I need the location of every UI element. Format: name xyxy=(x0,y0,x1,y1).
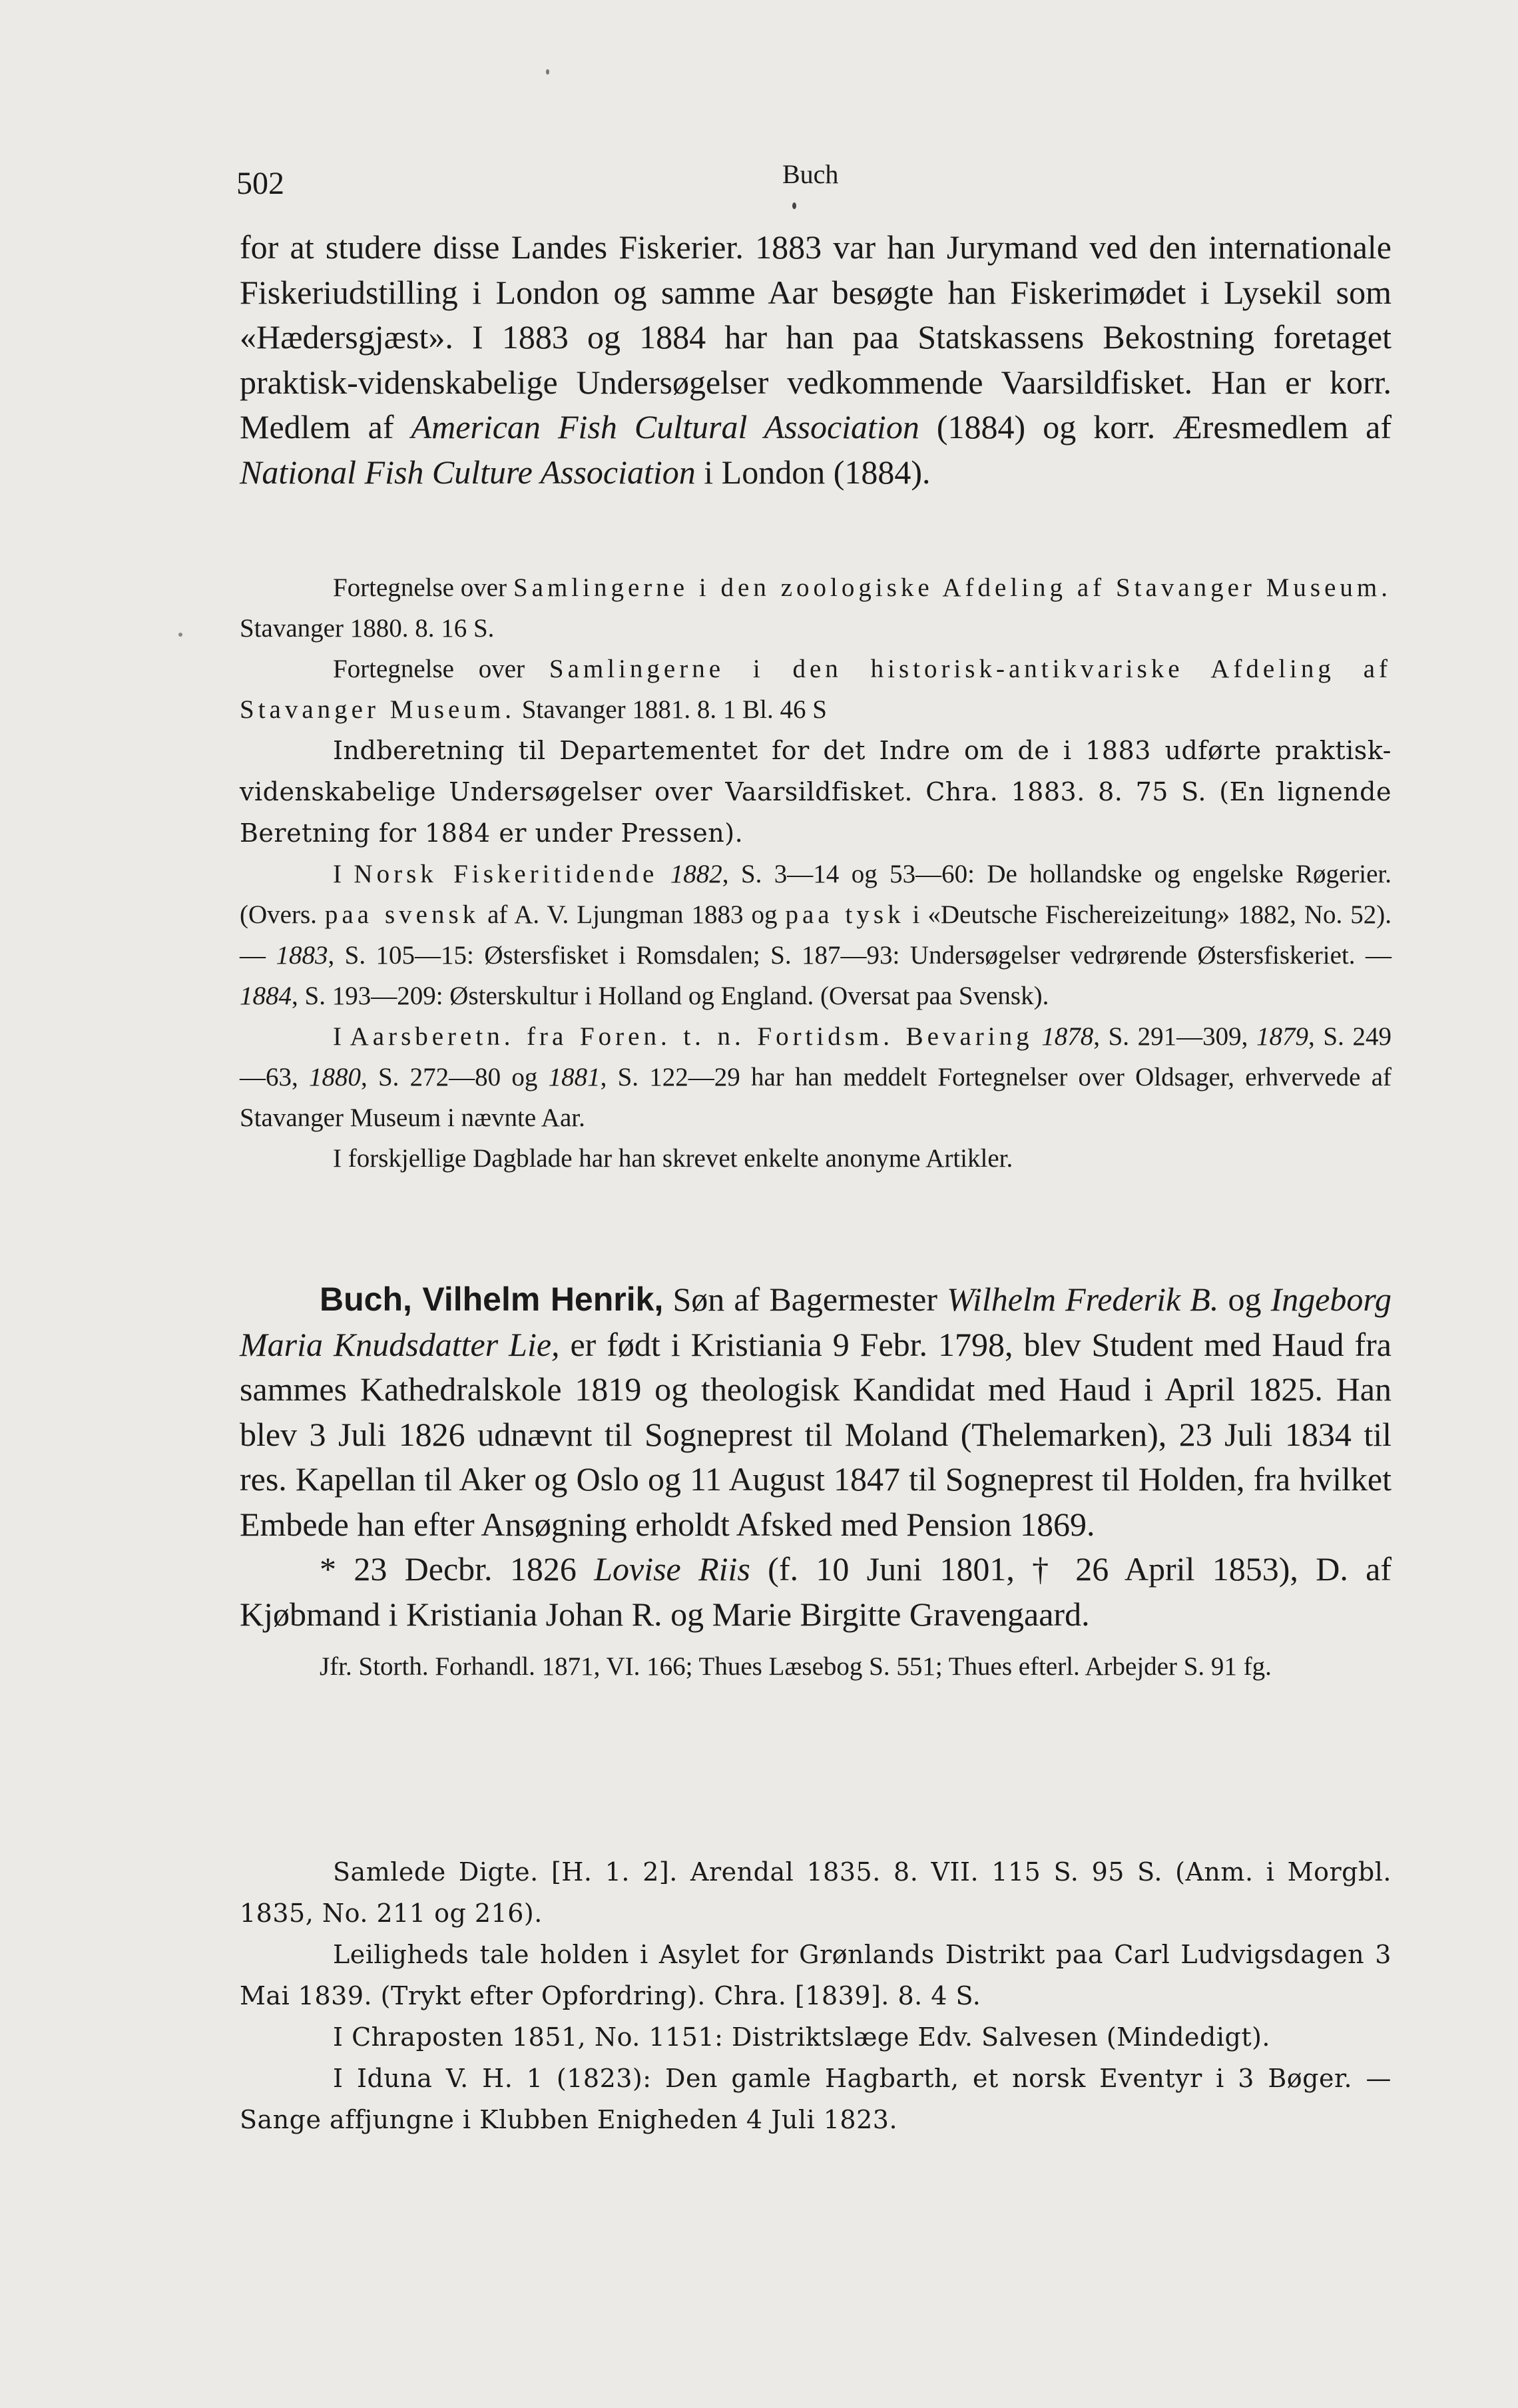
bib-entry: I Norsk Fiskeritidende 1882, S. 3—14 og 53—60: De hollandske og engelske Røgerier. (Overs. paa svensk af A. V. Ljungman 1883 og paa tysk i «Deutsche Fischereizeitung» 1882, No. 52). — 1883, S. 105—15: Østersfisket i Romsdalen; S. 187—93: Undersøgelser vedrørende Østersfiskeriet. — 1884, S. 193—209: Østerskultur i Holland og England. (Oversat paa Svensk). xyxy=(240,860,1392,1010)
bib-entry: I Aarsberetn. fra Foren. t. n. Fortidsm. Bevaring 1878, S. 291—309, 1879, S. 249—63, 1880, S. 272—80 og 1881, S. 122—29 har han meddelt Fortegnelser over Oldsager, erhvervede af Stavanger Museum i nævnte Aar. xyxy=(240,1022,1392,1132)
biography-entry xyxy=(240,1277,1392,1687)
headword: Buch, Vilhelm Henrik, xyxy=(320,1281,664,1318)
marriage-paragraph: * 23 Decbr. 1826 Lovise Riis (f. 10 Juni 1801, † 26 April 1853), D. af Kjøbmand i Kristiania Johan R. og Marie Birgitte Gravengaard. xyxy=(240,1550,1392,1633)
bib-entry: Fortegnelse over Samlingerne i den zoologiske Afdeling af Stavanger Museum. Stavanger 1880. 8. 16 S. xyxy=(240,573,1392,643)
bib-entry: Fortegnelse over Samlingerne i den historisk-antikvariske Afdeling af Stavanger Museum. Stavanger 1881. 8. 1 Bl. 46 S xyxy=(240,655,1392,724)
reference-line: Jfr. Storth. Forhandl. 1871, VI. 166; Thues Læsebog S. 551; Thues efterl. Arbejder S. 91 fg. xyxy=(320,1652,1272,1681)
page-number: 502 xyxy=(236,166,284,201)
entry-paragraph: Buch, Vilhelm Henrik, Søn af Bagermester Wilhelm Frederik B. og Ingeborg Maria Knudsdatter Lie, er født i Kristiania 9 Febr. 1798, blev Student med Haud fra sammes Kathedralskole 1819 og theologisk Kandidat med Haud i April 1825. Han blev 3 Juli 1826 udnævnt til Sogneprest til Moland (Thelemarken), 23 Juli 1834 til res. Kapellan til Aker og Oslo og 11 August 1847 til Sogneprest til Holden, fra hvilket Embede han efter Ansøgning erholdt Afsked med Pension 1869. xyxy=(240,1281,1392,1543)
bib-entry: I Chraposten 1851, No. 1151: Distriktslæge Edv. Salvesen (Mindedigt). xyxy=(333,2022,1270,2052)
paragraph: for at studere disse Landes Fiskerier. 1883 var han Jurymand ved den internationale Fiskeriudstilling i London og samme Aar besøgte han Fiskerimødet i Lysekil som «Hædersgjæst». I 1883 og 1884 har han paa Statskassens Bekostning foretaget praktisk-videnskabelige Undersøgelser vedkommende Vaarsildfisket. Han er korr. Medlem af American Fish Cultural Association (1884) og korr. Æresmedlem af National Fish Culture Association i London (1884). xyxy=(240,228,1392,491)
print-speck xyxy=(792,202,796,209)
page-header xyxy=(236,158,1388,201)
bib-entry: Leiligheds tale holden i Asylet for Grønlands Distrikt paa Carl Ludvigsdagen 3 Mai 1839. (Trykt efter Opfordring). Chra. [1839]. 8. 4 S. xyxy=(240,1940,1392,2010)
bib-entry: Samlede Digte. [H. 1. 2]. Arendal 1835. 8. VII. 115 S. 95 S. (Anm. i Morgbl. 1835, No. 211 og 216). xyxy=(240,1857,1392,1928)
bibliography-1 xyxy=(240,567,1392,1179)
para-continuation xyxy=(240,225,1392,495)
print-speck xyxy=(178,633,182,637)
bib-entry: I Iduna V. H. 1 (1823): Den gamle Hagbarth, et norsk Eventyr i 3 Bøger. — Sange affjungne i Klubben Enigheden 4 Juli 1823. xyxy=(240,2064,1392,2134)
bib-entry: Indberetning til Departementet for det Indre om de i 1883 udførte praktisk-videnskabelige Undersøgelser over Vaarsildfisket. Chra. 1883. 8. 75 S. (En lignende Beretning for 1884 er under Pressen). xyxy=(240,736,1392,848)
running-head: Buch xyxy=(782,159,839,189)
bib-entry: I forskjellige Dagblade har han skrevet enkelte anonyme Artikler. xyxy=(333,1144,1013,1173)
bibliography-2 xyxy=(240,1851,1392,2140)
print-speck xyxy=(546,69,549,75)
